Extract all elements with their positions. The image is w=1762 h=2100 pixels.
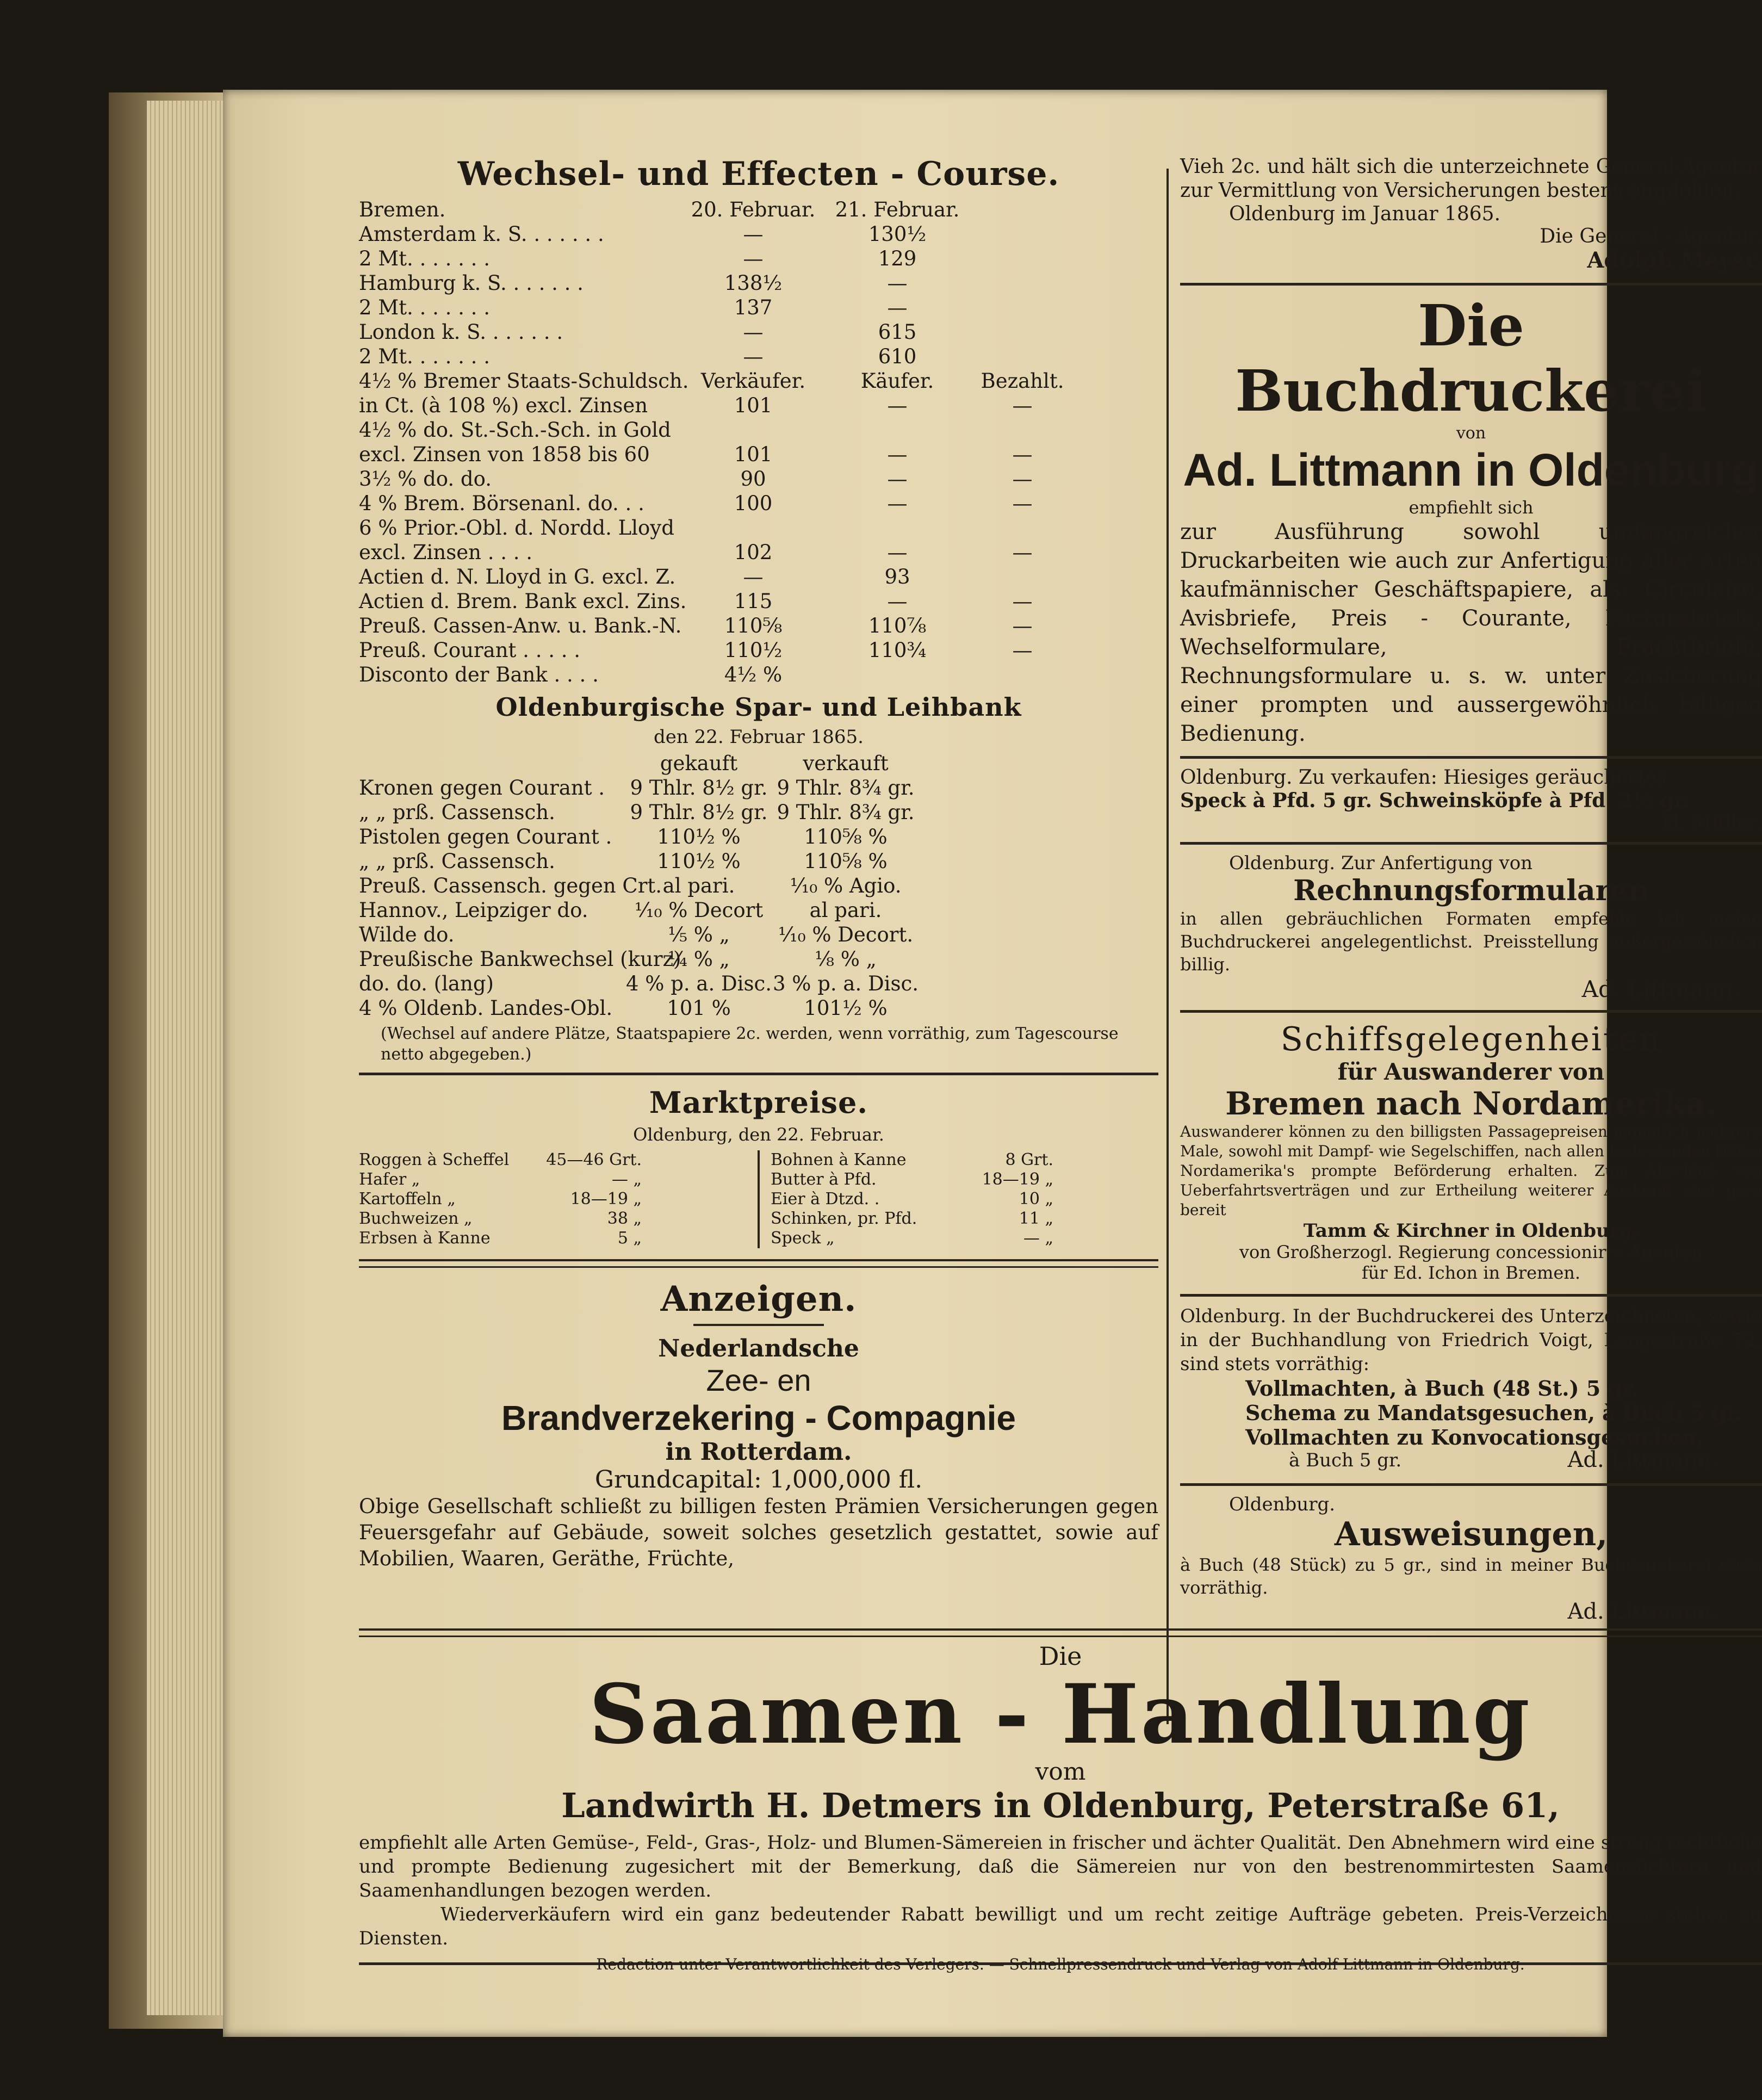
divider (1180, 283, 1762, 286)
table-row (359, 271, 1158, 295)
table-row (359, 614, 1158, 638)
table-header-cell: verkauft (803, 752, 889, 775)
divider (1180, 1483, 1762, 1486)
right-column (1180, 155, 1762, 1624)
table-row-cell: — (1012, 467, 1033, 491)
price-item: Kartoffeln „ (359, 1190, 456, 1209)
table-row-cell: in Ct. (à 108 %) excl. Zinsen (359, 394, 648, 417)
table-row-cell: 9 Thlr. 8¾ gr. (777, 801, 915, 824)
buchdruckerei-title: Die Buchdruckerei (1235, 292, 1707, 424)
table-row (359, 947, 1158, 971)
marktpreise-left (359, 1150, 747, 1248)
vollmacht-text: Oldenburg. In der Buchdruckerei des Unterzeichneten, sowie in der Buchhandlung von Friedrich Voigt, Langestraße 72, sind stets vorräthig: (1180, 1305, 1762, 1375)
marktpreise-title: Marktpreise. (649, 1085, 868, 1120)
table-row-cell: 101 (734, 443, 773, 466)
table-header-cell (919, 751, 1017, 776)
table-row-cell (827, 418, 968, 442)
speck-line-1: Oldenburg. Zu verkaufen: Hiesiges geräuchertes (1180, 766, 1667, 789)
table-row-cell: Actien d. Brem. Bank excl. Zins. (359, 590, 687, 613)
table-row-cell: 110½ % (657, 825, 741, 848)
price-row (771, 1229, 1158, 1248)
divider (1180, 756, 1762, 759)
table-row (359, 516, 1158, 540)
table-row-cell: 4 % Oldenb. Landes-Obl. (359, 996, 613, 1020)
price-row (359, 1190, 747, 1209)
short-divider (693, 1324, 824, 1326)
table-row-cell: 110⅝ (724, 614, 783, 637)
table-row-cell: 101 % (667, 996, 731, 1020)
table-row-cell: Amsterdam k. S. . . . . . . (359, 222, 604, 246)
table-row (359, 393, 1158, 418)
table-row-cell: 101½ % (804, 996, 888, 1020)
schiff-firm-2: von Großherzogl. Regierung concessionirte Agenten (1239, 1242, 1703, 1262)
speck-signature: H. Müller. (1662, 812, 1762, 834)
table-row-cell: — (1012, 614, 1033, 637)
table-row-cell: 110⅝ % (804, 825, 888, 848)
price-item: Bohnen à Kanne (771, 1150, 907, 1169)
agentur-role: Die General - Agentur. (1540, 225, 1762, 247)
table-row (359, 222, 1158, 246)
table-row-cell: 2 Mt. . . . . . . (359, 345, 490, 368)
rechnung-signature: Ad. Littmann. (1581, 976, 1740, 1002)
table-row-cell: 4 % Brem. Börsenanl. do. . . (359, 492, 644, 515)
table-row-cell: Preußische Bankwechsel (kurz) (359, 947, 681, 971)
table-row-cell: Preuß. Cassensch. gegen Crt. (359, 874, 662, 897)
buchdruckerei-text: zur Ausführung sowohl umfangreicher Druckarbeiten wie auch zur Anfertigung aller Arten kaufmännischer Geschäftspapiere, als: Circulaire, Avisbriefe, Preis - Courante, Facturabriefe, Wechselformulare, Frachtbriefe, Rechnungsformulare u. s. w. unter Zusicherung einer prompten und aussergewöhnlich billigen Bedienung. (1180, 519, 1762, 746)
table-row-cell (968, 271, 1077, 295)
table-header-cell: gekauft (660, 752, 738, 775)
insurance-capital: Grundcapital: 1,000,000 fl. (594, 1466, 923, 1494)
table-row-cell: — (887, 467, 908, 491)
price-value: 45—46 Grt. (546, 1150, 642, 1169)
divider (359, 1259, 1158, 1268)
table-row-cell (919, 922, 1017, 947)
table-row-cell: 615 (878, 320, 917, 344)
divider (1180, 1294, 1762, 1297)
price-item: Roggen à Scheffel (359, 1150, 510, 1169)
divider (1180, 1010, 1762, 1013)
saamen-name: Landwirth H. Detmers in Oldenburg, Peterstraße 61, (561, 1786, 1560, 1825)
table-row-cell: 3 % p. a. Disc. (773, 972, 919, 995)
table-row-cell: 4½ % (724, 663, 783, 686)
table-row-cell (919, 825, 1017, 849)
table-row (359, 849, 1158, 874)
marktpreise-subtitle: Oldenburg, den 22. Februar. (633, 1124, 884, 1145)
table-row (359, 996, 1158, 1020)
table-row (359, 540, 1158, 565)
ausweis-signature: Ad. Littmann. (1567, 1599, 1718, 1624)
price-value: — „ (611, 1170, 642, 1189)
table-row-cell (919, 874, 1017, 898)
sparbank-note: (Wechsel auf andere Plätze, Staatspapiere 2c. werden, wenn vorräthig, zum Tagescourse netto abgegeben.) (381, 1024, 1119, 1064)
ausweis-text: à Buch (48 Stück) zu 5 gr., sind in meiner Buchdruckerei stets vorräthig. (1180, 1554, 1762, 1598)
table-row-cell: — (743, 345, 764, 368)
schiff-firm: Tamm & Kirchner in Oldenburg, (1303, 1220, 1639, 1242)
price-row (771, 1209, 1158, 1229)
table-row-cell (919, 849, 1017, 874)
table-row (359, 589, 1158, 614)
table-row-cell: 130½ (868, 222, 927, 246)
table-row-cell: Kronen gegen Courant . (359, 776, 605, 800)
table-row-cell: excl. Zinsen . . . . (359, 541, 533, 564)
price-row (771, 1190, 1158, 1209)
table-row-cell (968, 662, 1077, 687)
table-row-cell: Actien d. N. Lloyd in G. excl. Z. (359, 565, 676, 589)
wechsel-table (359, 197, 1158, 687)
table-row-cell: 115 (734, 590, 773, 613)
table-row-cell: — (1012, 639, 1033, 662)
divider (359, 1073, 1158, 1075)
table-row-cell: London k. S. . . . . . . (359, 320, 563, 344)
table-row-cell: 93 (884, 565, 910, 589)
table-header-cell: 20. Februar. (691, 198, 816, 221)
marktpreise-table (359, 1150, 1158, 1248)
vollmacht-line-3: Vollmachten zu Konvocationsgesuchen, (1245, 1425, 1704, 1449)
table-row-cell: „ „ prß. Cassensch. (359, 850, 555, 873)
table-row-cell (827, 516, 968, 540)
schiff-text: Auswanderer können zu den billigsten Passagepreisen monatlich mehrere Male, sowohl mit Dampf- wie Segelschiffen, nach allen bedeutenden Häfen Nordamerika's prompte Beförderung erhalten. Zum Abschluß von Ueberfahrtsverträgen und zur Ertheilung weiterer Auskunft sind gern bereit (1180, 1123, 1762, 1219)
table-row-cell: do. do. (lang) (359, 972, 494, 995)
buchdruckerei-name: Ad. Littmann in Oldenburg (1183, 444, 1759, 495)
table-row (359, 491, 1158, 516)
table-row-cell (919, 776, 1017, 800)
insurance-line-2: Zee- en (706, 1363, 811, 1397)
price-item: Schinken, pr. Pfd. (771, 1209, 917, 1228)
table-row-cell: — (887, 541, 908, 564)
table-row-cell: — (887, 296, 908, 319)
table-row-cell: 3½ % do. do. (359, 467, 492, 491)
insurance-text: Obige Gesellschaft schließt zu billigen festen Prämien Versicherungen gegen Feuersgefahr auf Gebäude, soweit solches gesetzlich gestattet, sowie auf Mobilien, Waaren, Geräthe, Früchte, (359, 1495, 1158, 1570)
table-row-cell: Käufer. (860, 369, 934, 393)
price-item: Eier à Dtzd. . (771, 1190, 880, 1209)
table-row-cell (919, 971, 1017, 996)
table-row-cell: 90 (740, 467, 766, 491)
table-row-cell: — (743, 565, 764, 589)
table-row-cell: — (887, 443, 908, 466)
table-row-cell: 137 (734, 296, 773, 319)
table-row-cell: Pistolen gegen Courant . (359, 825, 612, 848)
table-header (359, 751, 1158, 776)
saamen-die: Die (1039, 1641, 1082, 1671)
table-row-cell (968, 344, 1077, 369)
page-footer: Redaction unter Verantwortlichkeit des Verlegers. — Schnellpressendruck und Verlag von Adolf Littmann in Oldenburg. (596, 1955, 1525, 1973)
table-row-cell: 129 (878, 247, 917, 270)
agentur-signature: Adolph Meyer. (1587, 247, 1762, 273)
ausweis-title: Ausweisungen, (1334, 1515, 1608, 1553)
table-row-cell (919, 947, 1017, 971)
table-row-cell (919, 996, 1017, 1020)
table-row-cell: 110½ (724, 639, 783, 662)
price-item: Speck „ (771, 1229, 835, 1248)
price-row (771, 1170, 1158, 1190)
table-row-cell: Preuß. Courant . . . . . (359, 639, 581, 662)
table-row (359, 565, 1158, 589)
rechnung-title: Rechnungsformularen (1293, 874, 1649, 907)
buchdruckerei-empfiehlt: empfiehlt sich (1409, 497, 1534, 518)
insurance-location: in Rotterdam. (665, 1438, 852, 1466)
table-header-cell: Bremen. (359, 198, 446, 221)
schiff-line-2: für Auswanderer von (1337, 1058, 1605, 1085)
table-row-cell: 110⅞ (868, 614, 927, 637)
table-row-cell: 4½ % Bremer Staats-Schuldsch. (359, 369, 689, 393)
vollmacht-line-2: Schema zu Mandatsgesuchen, à Buch 5 gr. (1245, 1401, 1742, 1425)
price-row (359, 1170, 747, 1190)
table-row-cell (968, 295, 1077, 320)
sparbank-table (359, 751, 1158, 1020)
table-row-cell: 102 (734, 541, 773, 564)
anzeigen-title: Anzeigen. (660, 1279, 857, 1320)
table-row (359, 800, 1158, 825)
divider (359, 1628, 1762, 1637)
table-row-cell: Wilde do. (359, 923, 455, 946)
table-header-cell (359, 751, 625, 776)
newspaper-page (223, 90, 1762, 2037)
table-row-cell: 101 (734, 394, 773, 417)
price-value: — „ (1023, 1229, 1053, 1248)
table-row (359, 418, 1158, 442)
left-column (359, 155, 1158, 1572)
table-row-cell: — (1012, 394, 1033, 417)
table-row-cell: 9 Thlr. 8¾ gr. (777, 776, 915, 800)
table-row-cell (968, 565, 1077, 589)
table-row-cell: — (1012, 541, 1033, 564)
buchdruckerei-von: von (1456, 424, 1486, 443)
table-row-cell: „ „ prß. Cassensch. (359, 801, 555, 824)
table-row (359, 825, 1158, 849)
table-row-cell: — (743, 222, 764, 246)
price-value: 8 Grt. (1005, 1150, 1053, 1169)
table-row-cell: 110¾ (868, 639, 927, 662)
table-row-cell: — (1012, 590, 1033, 613)
agentur-text: Vieh 2c. und hält sich die unterzeichnete General-Agentur zur Vermittlung von Versicherungen bestens empfohlen. (1180, 156, 1762, 202)
rechnung-line: Oldenburg. Zur Anfertigung von (1229, 852, 1533, 874)
table-row-cell (968, 418, 1077, 442)
table-row-cell: ⅕ % „ (668, 923, 730, 946)
sparbank-date: den 22. Februar 1865. (654, 726, 864, 748)
table-row-cell: — (1012, 443, 1033, 466)
schiff-title: Schiffsgelegenheiten (1280, 1020, 1662, 1058)
table-row-cell (968, 320, 1077, 344)
table-row-cell: Hamburg k. S. . . . . . . (359, 271, 584, 295)
table-row-cell: ¼ % „ (668, 947, 730, 971)
table-row-cell: 4 % p. a. Disc. (626, 972, 772, 995)
price-item: Butter à Pfd. (771, 1170, 877, 1189)
price-item: Hafer „ (359, 1170, 420, 1189)
table-row-cell: — (887, 492, 908, 515)
table-header (359, 197, 1158, 222)
price-value: 18—19 „ (982, 1170, 1053, 1189)
price-value: 10 „ (1019, 1190, 1053, 1209)
table-row-cell: — (887, 590, 908, 613)
table-row-cell: — (743, 247, 764, 270)
price-item: Erbsen à Kanne (359, 1229, 491, 1248)
table-row (359, 442, 1158, 467)
table-row-cell: ¹⁄₁₀ % Agio. (790, 874, 902, 897)
table-row (359, 776, 1158, 800)
table-row (359, 898, 1158, 922)
vollmacht-line-4: à Buch 5 gr. (1289, 1449, 1402, 1471)
table-row-cell: 9 Thlr. 8½ gr. (630, 801, 768, 824)
page-edges (147, 101, 234, 2015)
table-row (359, 971, 1158, 996)
table-row-cell: Disconto der Bank . . . . (359, 663, 599, 686)
table-row-cell: 610 (878, 345, 917, 368)
table-row-cell: — (1012, 492, 1033, 515)
table-row-cell: 4½ % do. St.-Sch.-Sch. in Gold (359, 418, 671, 442)
table-row-cell: — (743, 320, 764, 344)
marktpreise-right (771, 1150, 1158, 1248)
ausweis-line: Oldenburg. (1229, 1494, 1336, 1515)
table-row-cell (680, 516, 827, 540)
table-header-cell: 21. Februar. (835, 198, 960, 221)
table-row-cell (968, 516, 1077, 540)
price-value: 11 „ (1019, 1209, 1053, 1228)
table-row-cell: ¹⁄₁₀ % Decort (634, 899, 764, 922)
price-row (359, 1150, 747, 1170)
price-row (359, 1229, 747, 1248)
saamen-vom: vom (1035, 1758, 1086, 1786)
table-row-cell: ⅛ % „ (815, 947, 877, 971)
table-row (359, 922, 1158, 947)
table-row-cell: — (887, 394, 908, 417)
table-row-cell: 6 % Prior.-Obl. d. Nordd. Lloyd (359, 516, 674, 540)
table-row (359, 874, 1158, 898)
table-row-cell: Verkäufer. (700, 369, 806, 393)
schiff-firm-3: für Ed. Ichon in Bremen. (1361, 1262, 1581, 1283)
sparbank-title: Oldenburgische Spar- und Leihbank (495, 692, 1022, 722)
table-row-cell: 9 Thlr. 8½ gr. (630, 776, 768, 800)
wechsel-title: Wechsel- und Effecten - Course. (457, 155, 1060, 193)
price-item: Buchweizen „ (359, 1209, 473, 1228)
saamen-text-2: Wiederverkäufern wird ein ganz bedeutender Rabatt bewilligt und um recht zeitige Aufträge gebeten. Preis-Verzeichnisse stehen zu Diensten. (359, 1904, 1762, 1949)
rechnung-text: in allen gebräuchlichen Formaten empfehle ich meine Buchdruckerei angelegentlichst. Preisstellung außergewöhnlich billig. (1180, 908, 1762, 975)
vollmacht-signature: Ad. Littmann. (1567, 1447, 1718, 1472)
table-row (359, 246, 1158, 271)
table-row-cell: excl. Zinsen von 1858 bis 60 (359, 443, 650, 466)
saamen-title: Saamen - Handlung (589, 1667, 1532, 1762)
price-row (771, 1150, 1158, 1170)
table-row-cell: al pari. (662, 874, 735, 897)
vollmacht-line-1: Vollmachten, à Buch (48 St.) 5 gr. (1245, 1376, 1639, 1401)
table-row-cell: Bezahlt. (981, 369, 1064, 393)
price-value: 5 „ (617, 1229, 642, 1248)
saamen-ad (359, 1621, 1762, 1973)
table-header-cell (968, 197, 1077, 222)
table-row-cell: 100 (734, 492, 773, 515)
price-value: 38 „ (607, 1209, 642, 1228)
table-row (359, 320, 1158, 344)
table-row-cell (919, 800, 1017, 825)
table-row-cell (968, 246, 1077, 271)
speck-line-2: Speck à Pfd. 5 gr. Schweinsköpfe à Pfd. 2½ gr. (1180, 789, 1689, 812)
table-row-cell: 2 Mt. . . . . . . (359, 247, 490, 270)
table-row (359, 369, 1158, 393)
table-row (359, 467, 1158, 491)
table-row (359, 638, 1158, 662)
price-value: 18—19 „ (570, 1190, 642, 1209)
schiff-line-3: Bremen nach Nordamerika. (1225, 1085, 1717, 1122)
agentur-place: Oldenburg im Januar 1865. (1229, 203, 1501, 225)
table-row-cell (919, 898, 1017, 922)
table-row-cell (968, 222, 1077, 246)
table-row-cell: Preuß. Cassen-Anw. u. Bank.-N. (359, 614, 682, 637)
divider (1180, 842, 1762, 845)
insurance-line-1: Nederlandsche (658, 1335, 859, 1362)
table-row (359, 662, 1158, 687)
table-row-cell: 110⅝ % (804, 850, 888, 873)
table-row-cell: 138½ (724, 271, 783, 295)
table-row-cell: 2 Mt. . . . . . . (359, 296, 490, 319)
table-row-cell: — (887, 271, 908, 295)
table-row-cell (827, 662, 968, 687)
table-row-cell: ¹⁄₁₀ % Decort. (778, 923, 914, 946)
column-separator (1167, 169, 1169, 1724)
price-row (359, 1209, 747, 1229)
table-row-cell: al pari. (809, 899, 882, 922)
insurance-company-name: Brandverzekering - Compagnie (501, 1398, 1016, 1438)
table-row (359, 295, 1158, 320)
marktpreise-separator (758, 1150, 760, 1248)
saamen-text: empfiehlt alle Arten Gemüse-, Feld-, Gras-, Holz- und Blumen-Sämereien in frischer und ächter Qualität. Den Abnehmern wird eine streng rechtliche und prompte Bedienung zugesichert mit der Bemerkung, daß die Sämereien nur von den bestrenommirtesten Saamenzüchtern und Saamenhandlungen bezogen werden. (359, 1832, 1762, 1901)
table-row-cell: 110½ % (657, 850, 741, 873)
table-row (359, 344, 1158, 369)
table-row-cell: Hannov., Leipziger do. (359, 899, 588, 922)
table-row-cell (680, 418, 827, 442)
